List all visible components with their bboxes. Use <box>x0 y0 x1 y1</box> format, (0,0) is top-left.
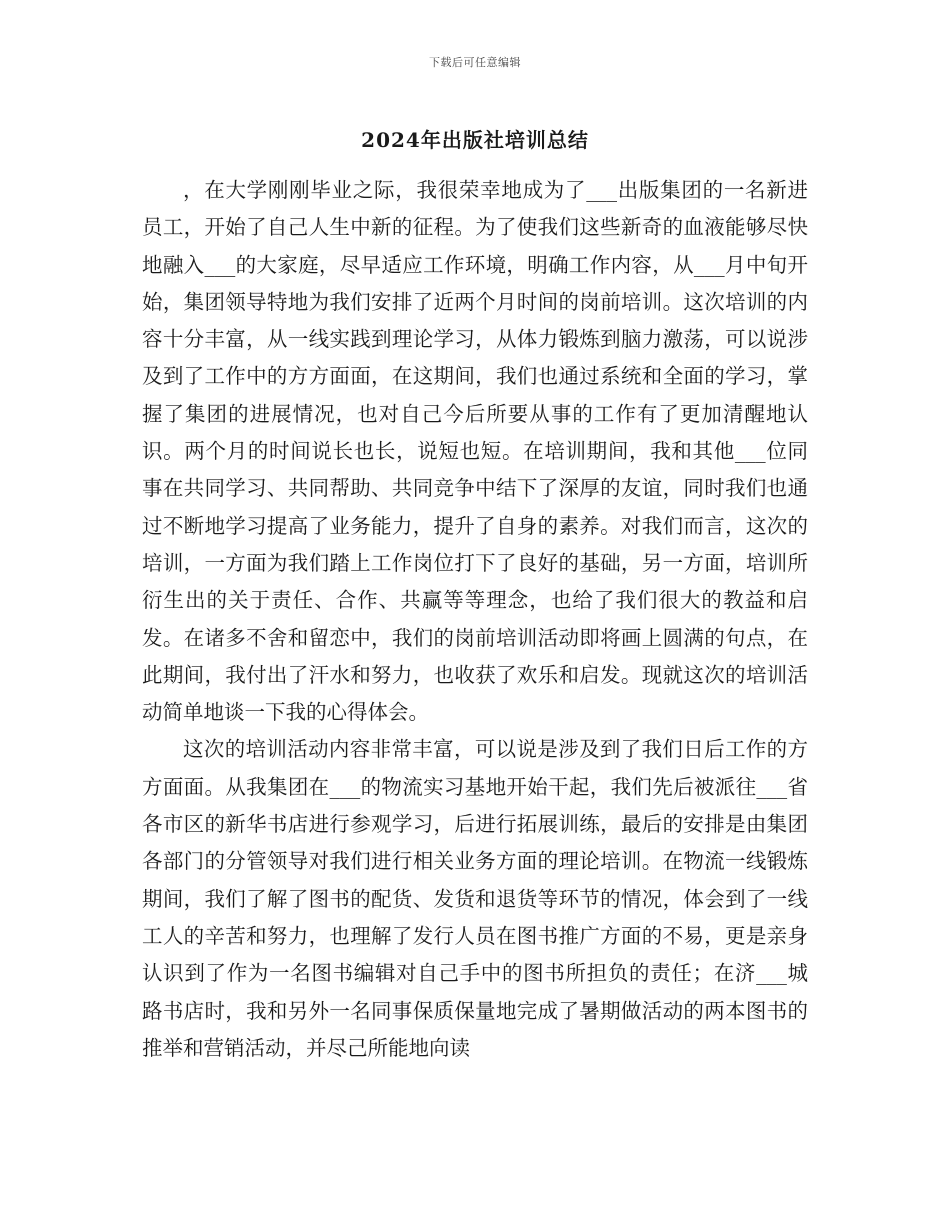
document-title: 2024年出版社培训总结 <box>361 128 589 152</box>
document-body <box>142 172 808 1067</box>
paragraph-1: ，在大学刚刚毕业之际，我很荣幸地成为了___出版集团的一名新进员工，开始了自己人生中新的征程。为了使我们这些新奇的血液能够尽快地融入___的大家庭，尽早适应工作环境，明确工作内容，从___月中旬开始，集团领导特地为我们安排了近两个月时间的岗前培训。这次培训的内容十分丰富，从一线实践到理论学习，从体力锻炼到脑力激荡，可以说涉及到了工作中的方方面面，在这期间，我们也通过系统和全面的学习，掌握了集团的进展情况，也对自己今后所要从事的工作有了更加清醒地认识。两个月的时间说长也长，说短也短。在培训期间，我和其他___位同事在共同学习、共同帮助、共同竞争中结下了深厚的友谊，同时我们也通过不断地学习提高了业务能力，提升了自身的素养。对我们而言，这次的培训，一方面为我们踏上工作岗位打下了良好的基础，另一方面，培训所衍生出的关于责任、合作、共赢等等理念，也给了我们很大的教益和启发。在诸多不舍和留恋中，我们的岗前培训活动即将画上圆满的句点，在此期间，我付出了汗水和努力，也收获了欢乐和启发。现就这次的培训活动简单地谈一下我的心得体会。 <box>142 178 808 725</box>
paragraph-2: 这次的培训活动内容非常丰富，可以说是涉及到了我们日后工作的方方面面。从我集团在___的物流实习基地开始干起，我们先后被派往___省各市区的新华书店进行参观学习，后进行拓展训练，最后的安排是由集团各部门的分管领导对我们进行相关业务方面的理论培训。在物流一线锻炼期间，我们了解了图书的配货、发货和退货等环节的情况，体会到了一线工人的辛苦和努力，也理解了发行人员在图书推广方面的不易，更是亲身认识到了作为一名图书编辑对自己手中的图书所担负的责任；在济___城路书店时，我和另外一名同事保质保量地完成了暑期做活动的两本图书的推举和营销活动，并尽己所能地向读 <box>142 737 808 1060</box>
page-header-note: 下载后可任意编辑 <box>429 56 521 69</box>
